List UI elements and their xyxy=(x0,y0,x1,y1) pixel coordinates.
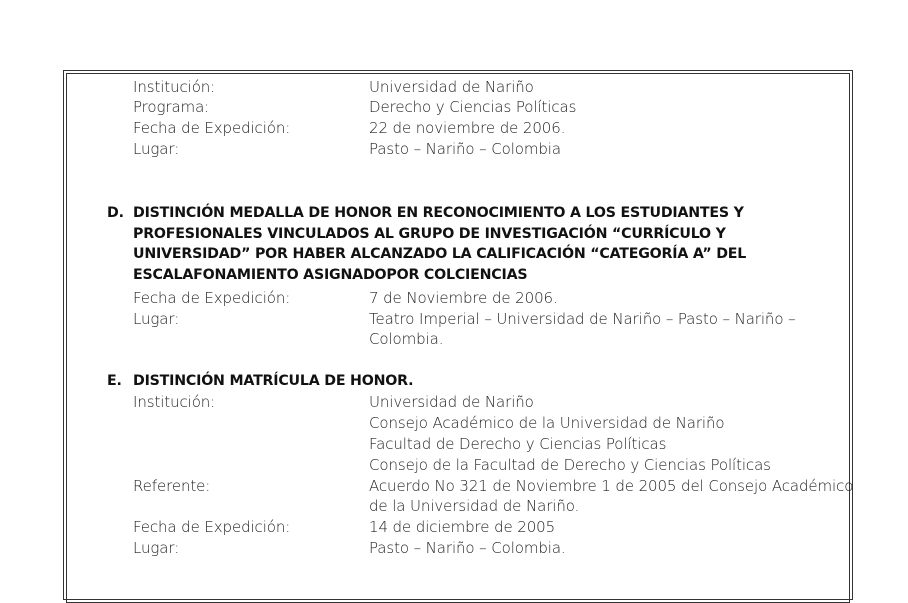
field-value: Teatro Imperial – Universidad de Nariño – Pasto – Nariño – Colombia. xyxy=(369,310,796,348)
field-label: Programa: xyxy=(133,98,210,116)
field-value: Acuerdo No 321 de Noviembre 1 de 2005 del Consejo Académico de la Universidad de Nariño. xyxy=(369,477,854,515)
field-value: Pasto – Nariño – Colombia. xyxy=(369,539,566,557)
field-label: Institución: xyxy=(133,393,216,411)
field-label: Lugar: xyxy=(133,140,180,158)
field-value: Universidad de Nariño xyxy=(369,78,534,96)
field-value: Pasto – Nariño – Colombia xyxy=(369,140,561,158)
field-label: Institución: xyxy=(133,78,216,96)
field-value: Universidad de Nariño xyxy=(369,393,534,411)
field-value: Consejo Académico de la Universidad de Nariño xyxy=(369,414,725,432)
field-value: Consejo de la Facultad de Derecho y Ciencias Políticas xyxy=(369,456,771,474)
field-value: 14 de diciembre de 2005 xyxy=(369,518,556,536)
field-value: Derecho y Ciencias Políticas xyxy=(369,98,577,116)
section-d-heading xyxy=(107,203,847,285)
field-label: Lugar: xyxy=(133,539,180,557)
field-label: Fecha de Expedición: xyxy=(133,119,291,137)
field-value: 7 de Noviembre de 2006. xyxy=(369,289,558,307)
field-label: Fecha de Expedición: xyxy=(133,289,291,307)
section-letter: D. xyxy=(107,205,124,221)
field-label: Lugar: xyxy=(133,310,180,328)
section-title: DISTINCIÓN MATRÍCULA DE HONOR. xyxy=(133,373,414,389)
section-e-heading xyxy=(107,371,847,392)
section-letter: E. xyxy=(107,373,122,389)
section-title: DISTINCIÓN MEDALLA DE HONOR EN RECONOCIMIENTO A LOS ESTUDIANTES Y PROFESIONALES VINCULADOS AL GRUPO DE INVESTIGACIÓN “CURRÍCULO Y UNIVERSIDAD” POR HABER ALCANZADO LA CALIFICACIÓN “CATEGORÍA A” DEL ESCALAFONAMIENTO ASIGNADOPOR COLCIENCIAS xyxy=(133,205,747,283)
field-value: Facultad de Derecho y Ciencias Políticas xyxy=(369,435,667,453)
field-label: Referente: xyxy=(133,477,211,495)
field-value: 22 de noviembre de 2006. xyxy=(369,119,566,137)
field-label: Fecha de Expedición: xyxy=(133,518,291,536)
